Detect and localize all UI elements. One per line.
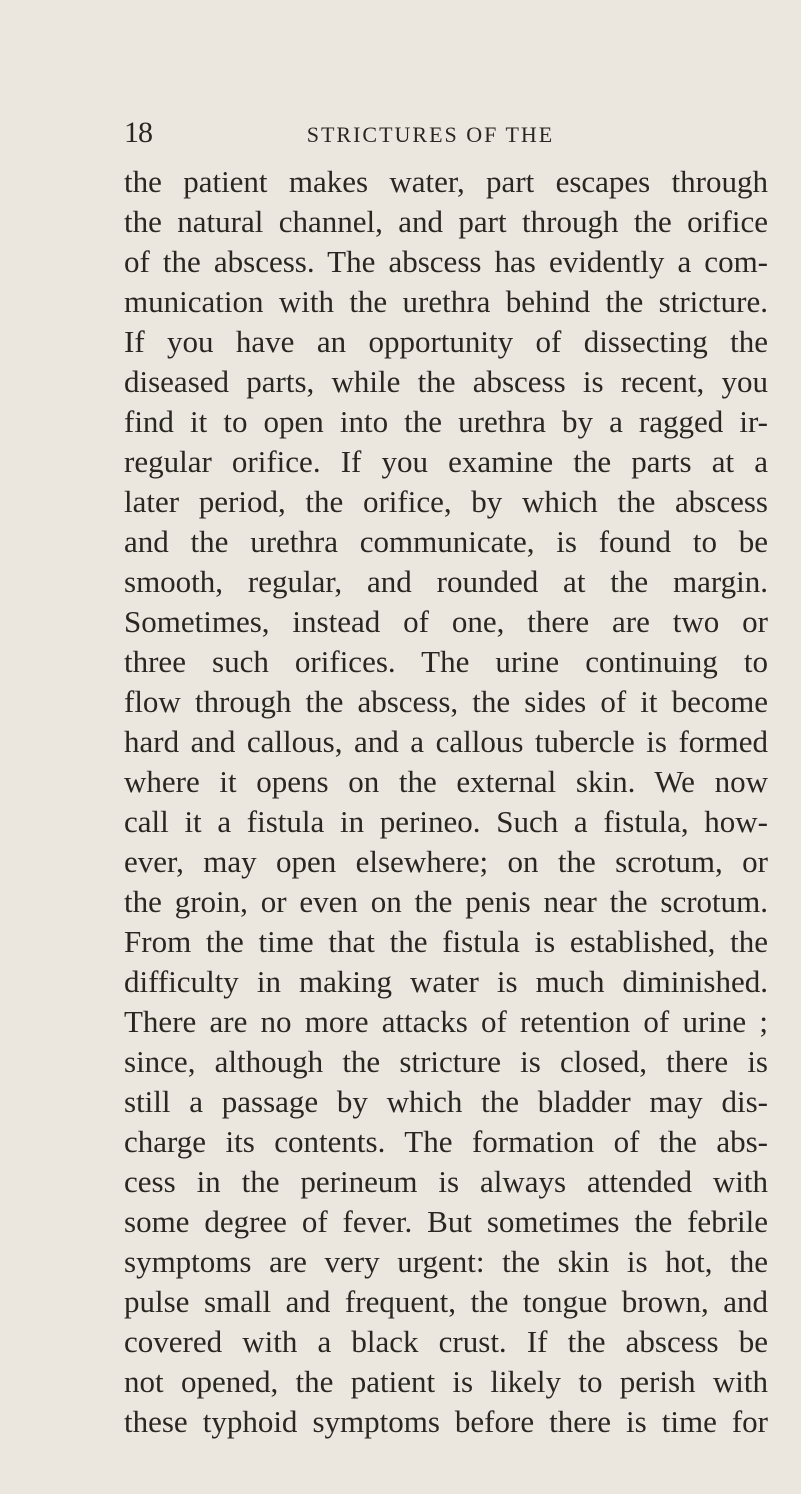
page-header (0, 118, 801, 158)
text-line: still a passage by which the bladder may dis- (124, 1084, 768, 1119)
text-line: call it a fistula in perineo. Such a fistula, how- (124, 804, 768, 839)
text-line: where it opens on the external skin. We now (124, 764, 768, 799)
text-line: There are no more attacks of retention of urine ; (124, 1004, 768, 1039)
text-line: these typhoid symptoms before there is time for (124, 1404, 768, 1439)
page-number: 18 (124, 116, 152, 149)
text-line: symptoms are very urgent: the skin is hot, the (124, 1244, 768, 1279)
text-line: of the abscess. The abscess has evidently a com- (124, 244, 768, 279)
text-line: the patient makes water, part escapes through (124, 164, 768, 199)
text-line: the groin, or even on the penis near the scrotum. (124, 884, 768, 919)
text-line: munication with the urethra behind the stricture. (124, 284, 768, 319)
running-head: STRICTURES OF THE (306, 122, 555, 147)
text-line: and the urethra communicate, is found to be (124, 524, 768, 559)
text-line: Sometimes, instead of one, there are two or (124, 604, 768, 639)
text-line: smooth, regular, and rounded at the margin. (124, 564, 768, 599)
text-line: ever, may open elsewhere; on the scrotum, or (124, 844, 768, 879)
text-line: If you have an opportunity of dissecting the (124, 324, 768, 359)
text-line: not opened, the patient is likely to perish with (124, 1364, 768, 1399)
text-line: cess in the perineum is always attended with (124, 1164, 768, 1199)
text-line: charge its contents. The formation of the abs- (124, 1124, 768, 1159)
text-line: pulse small and frequent, the tongue brown, and (124, 1284, 768, 1319)
text-line: the natural channel, and part through the orifice (124, 204, 768, 239)
text-line: From the time that the fistula is established, the (124, 924, 768, 959)
text-line: later period, the orifice, by which the abscess (124, 484, 768, 519)
body-text (124, 162, 768, 1442)
text-line: diseased parts, while the abscess is recent, you (124, 364, 768, 399)
text-line: difficulty in making water is much diminished. (124, 964, 768, 999)
text-line: covered with a black crust. If the abscess be (124, 1324, 768, 1359)
text-line: since, although the stricture is closed, there is (124, 1044, 768, 1079)
text-line: three such orifices. The urine continuing to (124, 644, 768, 679)
text-line: some degree of fever. But sometimes the febrile (124, 1204, 768, 1239)
text-line: hard and callous, and a callous tubercle is formed (124, 724, 768, 759)
text-line: regular orifice. If you examine the parts at a (124, 444, 768, 479)
text-line: flow through the abscess, the sides of it become (124, 684, 768, 719)
text-line: find it to open into the urethra by a ragged ir- (124, 404, 768, 439)
